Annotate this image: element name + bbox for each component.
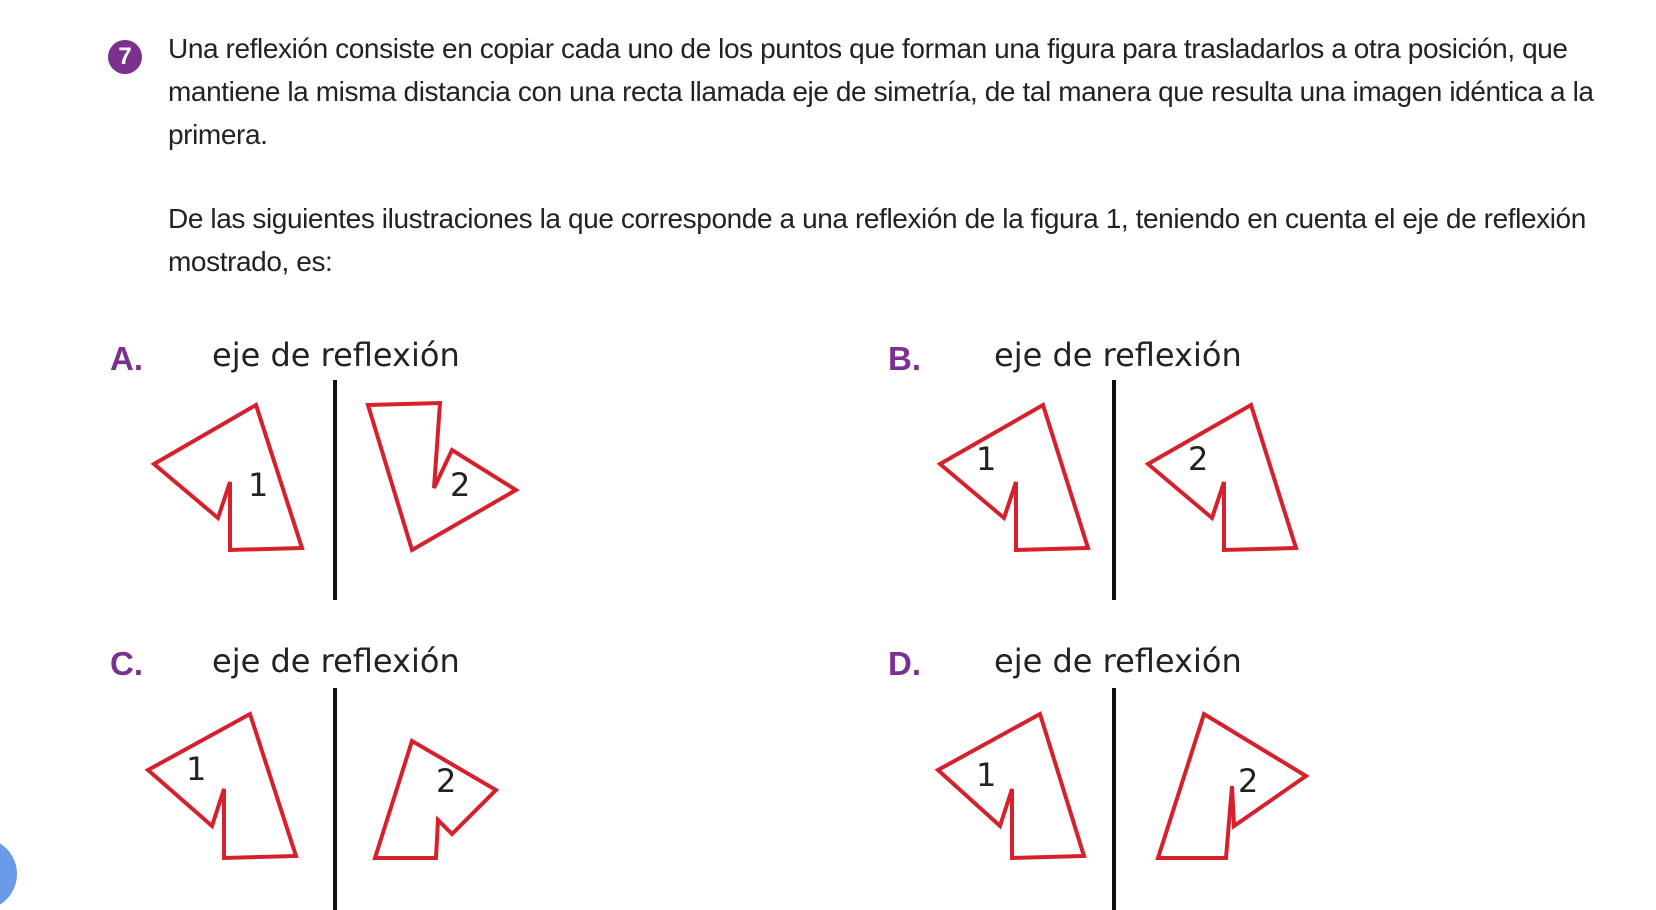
option-d-figure-1-label: 1 [976, 756, 997, 794]
option-d-figure-2-label: 2 [1238, 762, 1259, 800]
option-a-figure-2 [368, 403, 516, 550]
option-a-figure-2-label: 2 [450, 466, 471, 504]
question-paragraph-2: De las siguientes ilustraciones la que corresponde a una reflexión de la figura 1, teniendo en cuenta el eje de reflexión mostrado, es: [168, 203, 1586, 277]
option-a-letter[interactable]: A. [110, 340, 143, 377]
option-d-axis-label: eje de reflexión [994, 642, 1242, 680]
option-c-diagram[interactable] [148, 688, 496, 910]
option-d-figure-1 [938, 714, 1084, 858]
question-paragraph-1: Una reflexión consiste en copiar cada uno de los puntos que forman una figura para trasladarlos a otra posición, que mantiene la misma distancia con una recta llamada eje de simetría, de tal manera que resulta una imagen idéntica a la primera. [168, 33, 1594, 150]
option-c-axis-label: eje de reflexión [212, 642, 460, 680]
option-b-figure-2 [1148, 405, 1296, 550]
option-b-letter[interactable]: B. [888, 340, 921, 377]
option-a-diagram[interactable] [154, 380, 516, 600]
option-c-letter[interactable]: C. [110, 645, 143, 682]
option-b-diagram[interactable] [940, 380, 1296, 600]
option-d-letter[interactable]: D. [888, 645, 921, 682]
option-c-figure-1 [148, 714, 296, 858]
option-c-figure-1-label: 1 [186, 750, 207, 788]
option-b-figure-1 [940, 405, 1088, 550]
option-a-figure-1 [154, 405, 302, 550]
option-b-axis-label: eje de reflexión [994, 336, 1242, 374]
option-b-figure-2-label: 2 [1188, 440, 1209, 478]
option-a-figure-1-label: 1 [248, 466, 269, 504]
option-c-figure-2-label: 2 [436, 762, 457, 800]
option-b-figure-1-label: 1 [976, 440, 997, 478]
option-d-diagram[interactable] [938, 688, 1306, 910]
option-d-figure-2 [1158, 714, 1306, 858]
question-number-badge: 7 [108, 40, 142, 74]
option-a-axis-label: eje de reflexión [212, 336, 460, 374]
